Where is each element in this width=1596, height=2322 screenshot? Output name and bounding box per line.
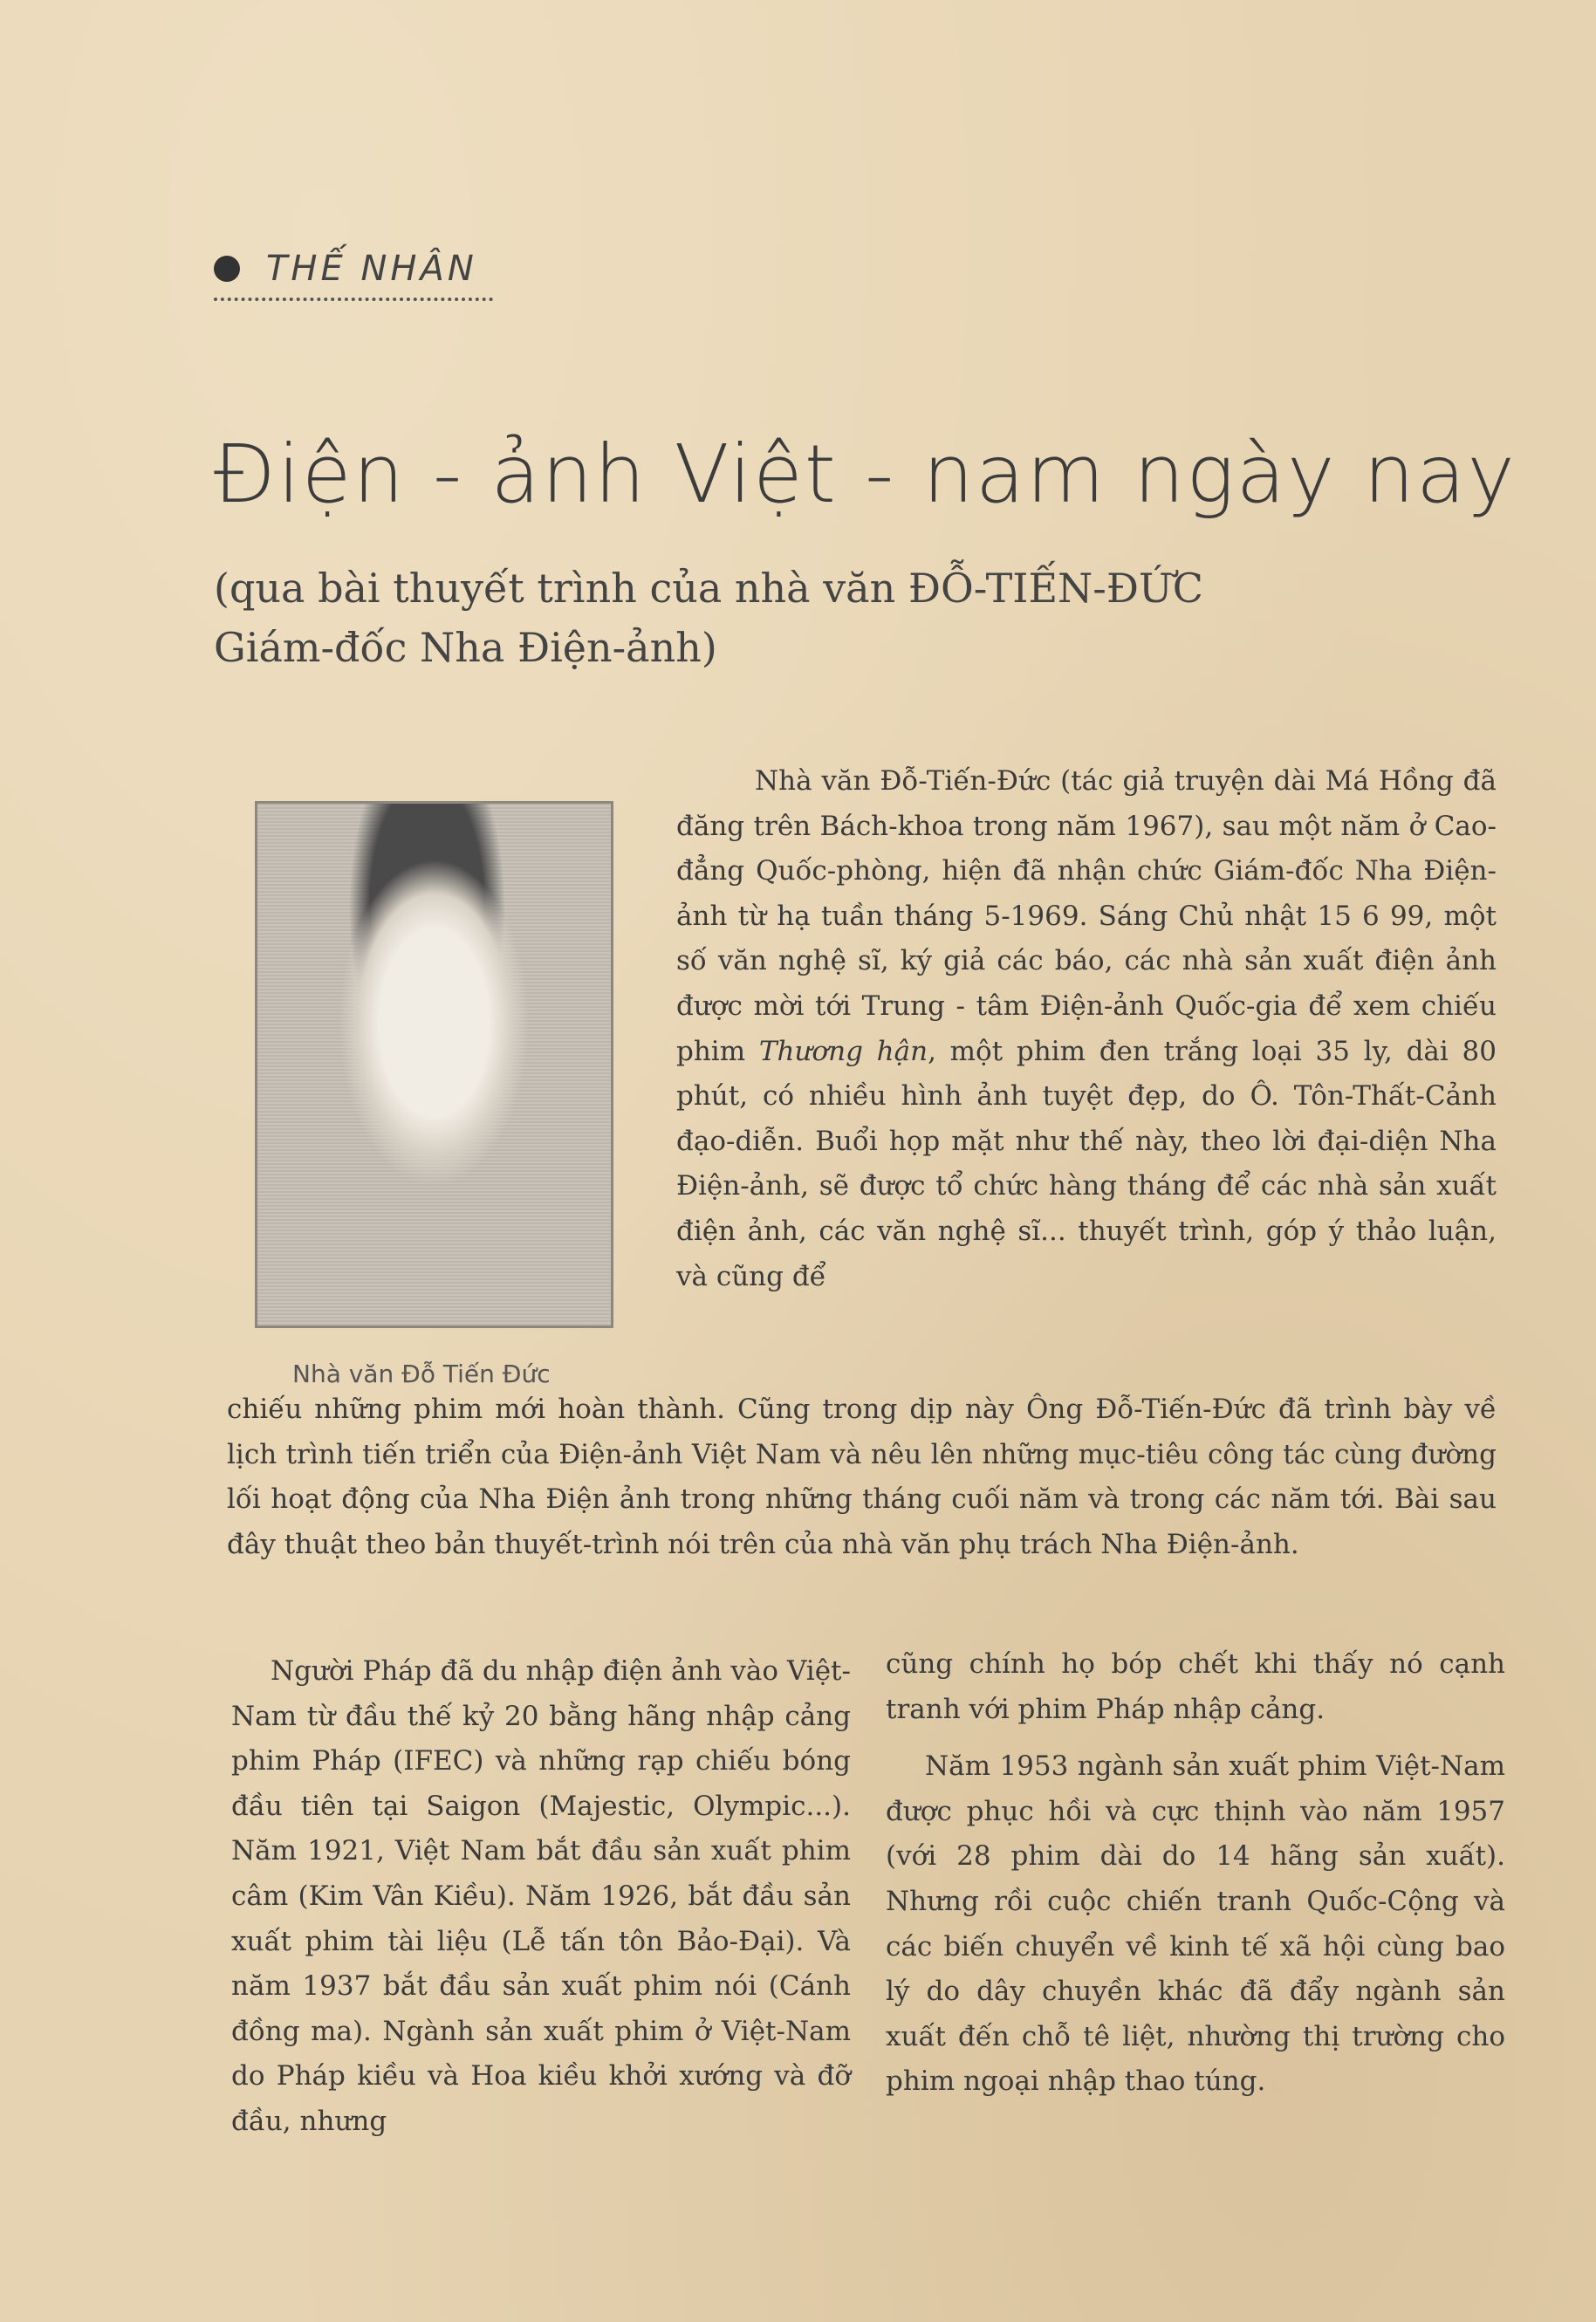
- author-photo: [255, 801, 613, 1328]
- subtitle-line-1: (qua bài thuyết trình của nhà văn ĐỖ-TIẾN-ĐỨC: [214, 565, 1203, 612]
- left-column-paragraph-1: Người Pháp đã du nhập điện ảnh vào Việt-Nam từ đầu thế kỷ 20 bằng hãng nhập cảng phim Pháp (IFEC) và những rạp chiếu bóng đầu tiên tại Saigon (Majestic, Olympic...). Năm 1921, Việt Nam bắt đầu sản xuất phim câm (Kim Vân Kiều). Năm 1926, bắt đầu sản xuất phim tài liệu (Lễ tấn tôn Bảo-Đại). Và năm 1937 bắt đầu sản xuất phim nói (Cánh đồng ma). Ngành sản xuất phim ở Việt-Nam do Pháp kiều và Hoa kiều khởi xướng và đỡ đầu, nhưng: [231, 1655, 851, 2137]
- intro-text-2: , một phim đen trắng loại 35 ly, dài 80 phút, có nhiều hình ảnh tuyệt đẹp, do Ô. Tôn-Thất-Cảnh đạo-diễn. Buổi họp mặt như thế này, theo lời đại-diện Nha Điện-ảnh, sẽ được tổ chức hàng tháng để các nhà sản xuất điện ảnh, các văn nghệ sĩ... thuyết trình, góp ý thảo luận, và cũng để: [676, 1035, 1497, 1292]
- bullet-icon: [214, 256, 240, 282]
- film-title: Thương hận: [758, 1035, 928, 1067]
- photo-caption: Nhà văn Đỗ Tiến Đức: [292, 1360, 551, 1388]
- article-subtitle: [214, 558, 1435, 677]
- left-column: [231, 1649, 851, 2157]
- right-column: [886, 1642, 1505, 2117]
- intro-paragraph: [676, 759, 1497, 1299]
- right-column-paragraph-2: Năm 1953 ngành sản xuất phim Việt-Nam được phục hồi và cực thịnh vào năm 1957 (với 28 phim dài do 14 hãng sản xuất). Nhưng rồi cuộc chiến tranh Quốc-Cộng và các biến chuyển về kinh tế xã hội cùng bao lý do dây chuyền khác đã đẩy ngành sản xuất đến chỗ tê liệt, nhường thị trường cho phim ngoại nhập thao túng.: [886, 1750, 1505, 2098]
- right-column-paragraph-1: cũng chính họ bóp chết khi thấy nó cạnh tranh với phim Pháp nhập cảng.: [886, 1648, 1505, 1725]
- intro-text-1: Nhà văn Đỗ-Tiến-Đức (tác giả truyện dài Má Hồng đã đăng trên Bách-khoa trong năm 1967), sau một năm ở Cao-đẳng Quốc-phòng, hiện đã nhận chức Giám-đốc Nha Điện-ảnh từ hạ tuần tháng 5-1969. Sáng Chủ nhật 15 6 99, một số văn nghệ sĩ, ký giả các báo, các nhà sản xuất điện ảnh được mời tới Trung - tâm Điện-ảnh Quốc-gia để xem chiếu phim: [676, 765, 1497, 1067]
- intro-paragraph-continued: chiếu những phim mới hoàn thành. Cũng trong dịp này Ông Đỗ-Tiến-Đức đã trình bày về lịch trình tiến triển của Điện-ảnh Việt Nam và nêu lên những mục-tiêu công tác cùng đường lối hoạt động của Nha Điện ảnh trong những tháng cuối năm và trong các năm tới. Bài sau đây thuật theo bản thuyết-trình nói trên của nhà văn phụ trách Nha Điện-ảnh.: [227, 1394, 1497, 1560]
- article-title: Điện - ảnh Việt - nam ngày nay: [214, 428, 1517, 521]
- subtitle-line-2: Giám-đốc Nha Điện-ảnh): [214, 624, 717, 671]
- section-tag: [214, 249, 493, 301]
- section-label: THẾ NHÂN: [266, 249, 477, 289]
